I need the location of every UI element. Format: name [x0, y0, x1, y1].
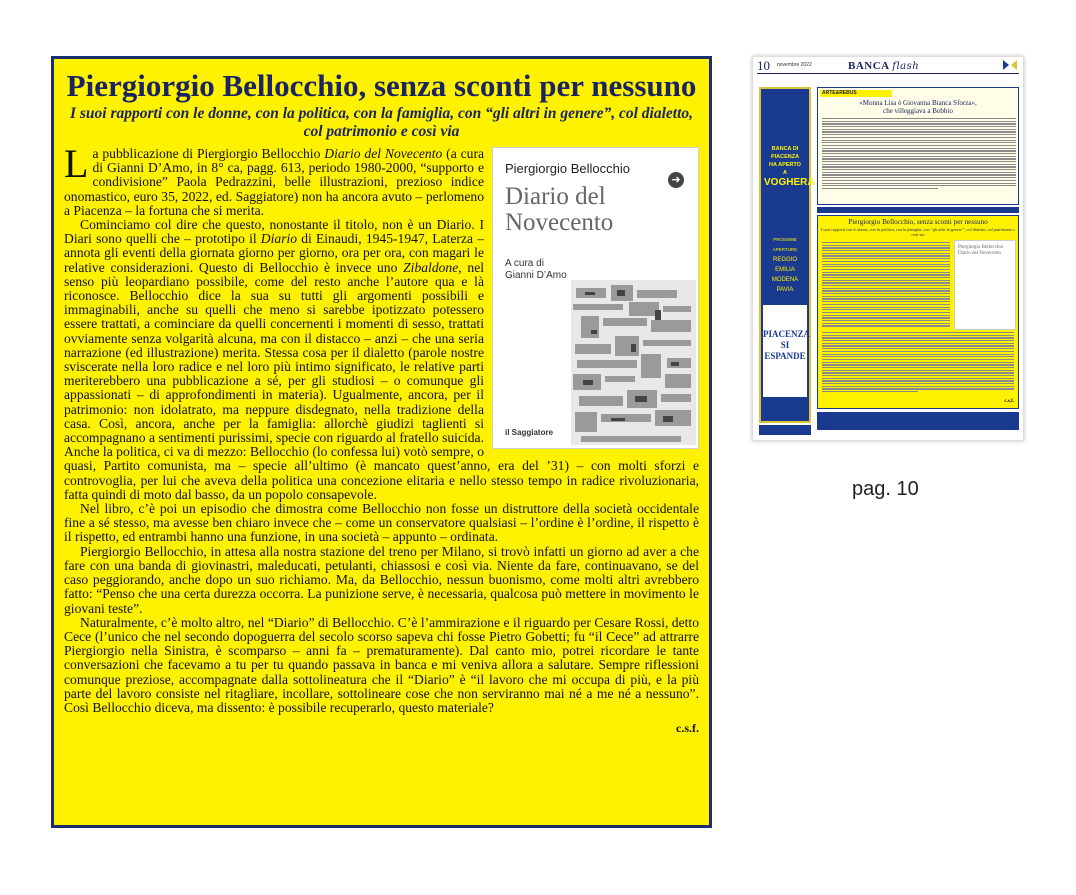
thumb-article-title: Piergiorgio Bellocchio, senza sconti per nessuno: [848, 218, 988, 226]
article-body: [64, 141, 699, 736]
article-subtitle: I suoi rapporti con le donne, con la politica, con la famiglia, con “gli altri in genere”, col dialetto, col patrimonio e così via: [69, 105, 694, 140]
thumb-signature: c.s.f.: [1004, 399, 1014, 404]
thumb-sidebar-aperture: PROSSIME APERTURE REGGIO EMILIA MODENA PAVIA: [771, 237, 799, 293]
thumb-arte-article: [817, 87, 1019, 205]
cover-illustration: [571, 240, 696, 445]
thumb-sidebar-voghera: BANCA DI PIACENZA HA APERTO A VOGHERA: [764, 146, 815, 188]
paragraph-5: Naturalmente, c’è molto altro, nel “Diario” di Bellocchio. C’è l’ammirazione e il riguardo per Cesare Rossi, detto Cece (l’unico che nel secondo dopoguerra del secolo scorso sapeva chi fosse Pietro Gobetti; fu “il Cece” ad attrarre Piergiorgio nella Sinistra, è scomparso – anni fa – prematuramente). Dal canto mio, potrei ricordare le tante conversazioni che facevamo a tu per tu quando passava in banca e mi veniva allora a salutare. Sempre riflessioni comunque preziose, accompagnate dalla sottolineatura che il “Diario” è “il lavoro che mi occupa di più, e la più parte del lavoro consiste nel ritagliare, incollare, sottolineare cose che non serviranno mai né a me né a nessuno”. Così Bellocchio diceva, ma dissento: è possibile recuperarlo, questo materiale?: [64, 614, 699, 715]
signature: c.s.f.: [676, 721, 699, 736]
cover-title: Diario del Novecento: [505, 183, 614, 236]
paragraph-2: Cominciamo col dire che questo, nonostante il titolo, non è un Diario. I Diari sono quelli che – prototipo il Diario di Einaudi, 1945-1947, Laterza – annota gli eventi della giornata giorno per giorno, ora per ora, con magari le relative considerazioni. Questo di Bellocchio è invece uno Zibaldone, nel senso più leopardiano possibile, come del resto anche l’autore qua e là riconosce. Bellocchio dice la sua su tutti gli argomenti possibili e immaginabili, anche su quelli che meno si sarebbe ipotizzato potessero essere trattati, a cominciare da quelli concernenti i momenti di sesso, trattati ovviamente senza volgarità alcuna, ma con il distacco – anzi – che una seria narrazione (ed illustrazione) merita. Stessa cosa per il dialetto (parole nostre sviscerate nella loro radice e nel loro più intimo significato, le relative parti meriterebbero una pubblicazione a sé, per gli studiosi – o comunque gli appassionati – di approfondimenti in materia). Ugualmente, ancora, per il patrimonio: non idolatrato, ma neppure disdegnato, nella tradizione della casa. Così, ancora, anche per la famiglia: allorchè giudizi taglienti si accompagnano a sentimenti purissimi, specie con riguardo al fratello suicida. Anche la politica, ci va di mezzo: Bellocchio (lo confessa lui) votò sempre, o quasi, Partito comunista, ma – specie all’ultimo (è mancato quest’anno, era del ’31) – con molti sforzi e controvoglia, per lui che aveva della politica una concezione elitaria e nello stesso tempo in radice rivoluzionaria, fatta quindi di moto dal basso, da un popolo consapevole.: [64, 217, 699, 502]
cover-curator: A cura di Gianni D’Amo: [505, 258, 567, 281]
thumb-mini-cover: Piergiorgio Bellocchio Diario del Novecento: [954, 240, 1016, 330]
paragraph-1: La pubblicazione di Piergiorgio Bellocchio Diario del Novecento (a cura di Gianni D’Amo, in 8° ca, pagg. 613, periodo 1980-2000, “supporto e condivisione” Paola Pedrazzini, belle illustrazioni, prezioso indice onomastico, euro 35, 2022, ed. Saggiatore) non ha ancora avuto – perlomeno a Piacenza – la fortuna che si merita.: [64, 141, 484, 218]
paragraph-4: Piergiorgio Bellocchio, in attesa alla nostra stazione del treno per Milano, si trovò infatti un giorno ad aver a che fare con una banda di giovinastri, maleducati, petulanti, chiassosi e così via. Niente da fare, continuavano, se del caso peggiorando, anche dopo un suo richiamo. Ma, da Bellocchio, nessun buonismo, come molti altri avrebbero fatto: “Penso che una certa durezza occorra. La punizione serve, è necessaria, qualcosa può mettere in movimento le giovani teste”.: [64, 543, 699, 616]
arrow-icon: ➜: [668, 172, 684, 188]
thumb-date: novembre 2022: [777, 62, 812, 68]
drop-cap: L: [64, 141, 89, 186]
thumb-divider: [817, 207, 1019, 213]
thumb-article-subtitle: I suoi rapporti con le donne, con la politica, con la famiglia, con “gli altri in genere”, col dialetto, col patrimonio e così via: [820, 227, 1016, 237]
thumb-arte-header: ARTE&REBUS: [820, 90, 892, 97]
paragraph-3: Nel libro, c’è poi un episodio che dimostra come Bellocchio non fosse un distruttore della società occidentale fine a sé stesso, ma avesse ben chiaro invece che – come un conservatore qualsiasi – l’ordine è l’ordine, il rispetto è il rispetto, ed entrambi hanno una funzione, in una società – appunto – ordinata.: [64, 501, 699, 545]
thumb-article-text-b: [822, 332, 1014, 394]
thumb-arte-text: [822, 118, 1016, 191]
thumb-page-number: 10: [757, 58, 770, 73]
thumb-footer-band: [817, 412, 1019, 430]
cover-publisher: il Saggiatore: [505, 427, 554, 437]
bank-logo-icon: [1003, 60, 1017, 70]
thumb-brand: BANCA flash: [848, 60, 920, 72]
thumb-sidebar: [759, 87, 815, 423]
article-box: [51, 56, 712, 828]
thumb-header-rule: [757, 73, 1019, 74]
page-caption: pag. 10: [852, 478, 919, 500]
thumb-sidebar-espande: PIACENZA SI ESPANDE: [763, 305, 807, 397]
thumb-article-text-a: [822, 242, 950, 328]
cover-author: Piergiorgio Bellocchio: [505, 161, 631, 176]
page-thumbnail[interactable]: [752, 56, 1024, 441]
thumb-footer-band-left: [759, 425, 811, 435]
book-cover: [492, 147, 699, 449]
thumb-arte-title: «Monna Lisa è Giovanna Bianca Sforza», che villeggiava a Bobbio: [859, 99, 977, 115]
thumb-bellocchio-article: [817, 215, 1019, 409]
article-title: Piergiorgio Bellocchio, senza sconti per nessuno: [66, 68, 697, 103]
